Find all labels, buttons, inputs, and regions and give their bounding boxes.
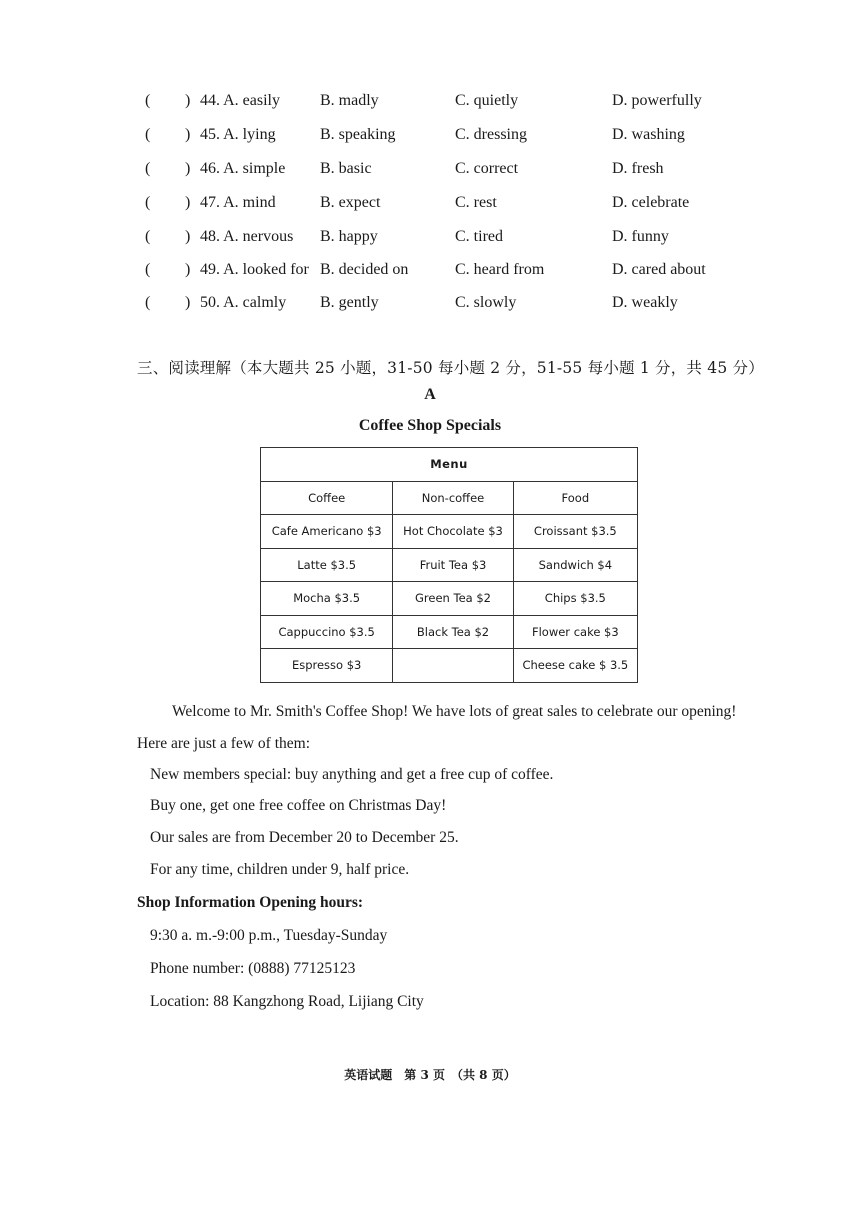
menu-heading-row	[261, 448, 638, 482]
option-b: B. expect	[320, 194, 381, 211]
option-d: D. washing	[612, 126, 685, 143]
menu-table	[260, 447, 638, 683]
answer-paren-close: )	[185, 92, 191, 109]
column-header-non-coffee: Non-coffee	[393, 481, 513, 515]
answer-paren-close: )	[185, 261, 191, 278]
choice-row-47	[0, 194, 860, 224]
question-number-option-a	[200, 126, 276, 144]
menu-cell: Cheese cake $ 3.5	[513, 649, 637, 683]
option-b: B. decided on	[320, 261, 409, 278]
option-d: D. cared about	[612, 261, 706, 278]
answer-paren-open: (	[145, 126, 151, 143]
option-a: A. easily	[223, 92, 280, 109]
answer-paren-open: (	[145, 261, 151, 278]
choice-row-50	[0, 294, 860, 324]
answer-paren-close: )	[185, 126, 191, 143]
question-number: 47.	[200, 194, 220, 211]
menu-heading: Menu	[261, 448, 638, 482]
option-d: D. powerfully	[612, 92, 702, 109]
sale-item: Buy one, get one free coffee on Christmas Day!	[150, 797, 447, 814]
question-number-option-a	[200, 228, 293, 246]
menu-cell: Latte $3.5	[261, 548, 393, 582]
question-number-option-a	[200, 294, 286, 312]
choice-row-45	[0, 126, 860, 156]
menu-cell: Flower cake $3	[513, 615, 637, 649]
option-b: B. gently	[320, 294, 379, 311]
option-a: A. nervous	[223, 228, 294, 245]
sale-item: Our sales are from December 20 to December 25.	[150, 829, 459, 846]
option-c: C. slowly	[455, 294, 517, 311]
location: Location: 88 Kangzhong Road, Lijiang City	[150, 993, 424, 1010]
answer-paren-open: (	[145, 194, 151, 211]
choice-row-46	[0, 160, 860, 190]
answer-paren-close: )	[185, 228, 191, 245]
menu-cell: Sandwich $4	[513, 548, 637, 582]
answer-paren-open: (	[145, 294, 151, 311]
option-b: B. basic	[320, 160, 372, 177]
option-d: D. fresh	[612, 160, 664, 177]
question-number: 50.	[200, 294, 220, 311]
menu-row	[261, 615, 638, 649]
shop-info-heading: Shop Information Opening hours:	[137, 894, 364, 911]
option-a: A. calmly	[223, 294, 287, 311]
question-number-option-a	[200, 194, 276, 212]
question-number-option-a	[200, 92, 280, 110]
welcome-line-1: Welcome to Mr. Smith's Coffee Shop! We have lots of great sales to celebrate our opening!	[172, 703, 737, 720]
menu-cell: Chips $3.5	[513, 582, 637, 616]
sale-item: New members special: buy anything and get a free cup of coffee.	[150, 766, 554, 783]
section-title: 三、阅读理解（本大题共 25 小题，31-50 每小题 2 分，51-55 每小题 1 分，共 45 分）	[137, 359, 764, 377]
menu-row	[261, 548, 638, 582]
question-number-option-a	[200, 261, 309, 279]
answer-paren-open: (	[145, 160, 151, 177]
sale-item: For any time, children under 9, half price.	[150, 861, 410, 878]
menu-cell: Black Tea $2	[393, 615, 513, 649]
option-d: D. celebrate	[612, 194, 690, 211]
opening-hours: 9:30 a. m.-9:00 p.m., Tuesday-Sunday	[150, 927, 388, 944]
option-c: C. heard from	[455, 261, 545, 278]
answer-paren-open: (	[145, 228, 151, 245]
answer-paren-open: (	[145, 92, 151, 109]
option-b: B. madly	[320, 92, 379, 109]
option-a: A. looked for	[223, 261, 309, 278]
option-c: C. quietly	[455, 92, 519, 109]
passage-title: Coffee Shop Specials	[358, 417, 502, 434]
column-header-coffee: Coffee	[261, 481, 393, 515]
option-b: B. speaking	[320, 126, 396, 143]
option-d: D. funny	[612, 228, 669, 245]
option-d: D. weakly	[612, 294, 678, 311]
option-c: C. dressing	[455, 126, 527, 143]
choice-row-44	[0, 92, 860, 122]
question-number: 48.	[200, 228, 220, 245]
menu-columns-row	[261, 481, 638, 515]
option-c: C. tired	[455, 228, 503, 245]
phone-number: Phone number: (0888) 77125123	[150, 960, 356, 977]
question-number: 44.	[200, 92, 220, 109]
option-c: C. rest	[455, 194, 497, 211]
question-number: 45.	[200, 126, 220, 143]
passage-label: A	[424, 386, 436, 403]
menu-cell: Cappuccino $3.5	[261, 615, 393, 649]
option-a: A. mind	[223, 194, 276, 211]
menu-cell: Hot Chocolate $3	[393, 515, 513, 549]
column-header-food: Food	[513, 481, 637, 515]
answer-paren-close: )	[185, 194, 191, 211]
menu-row	[261, 649, 638, 683]
option-b: B. happy	[320, 228, 378, 245]
page-footer: 英语试题 第 3 页 （共 8 页）	[344, 1068, 516, 1082]
option-c: C. correct	[455, 160, 519, 177]
menu-cell: Croissant $3.5	[513, 515, 637, 549]
option-a: A. lying	[223, 126, 276, 143]
question-number-option-a	[200, 160, 285, 178]
question-number: 49.	[200, 261, 220, 278]
question-number: 46.	[200, 160, 220, 177]
welcome-line-2: Here are just a few of them:	[137, 735, 311, 752]
menu-cell: Espresso $3	[261, 649, 393, 683]
option-a: A. simple	[223, 160, 286, 177]
menu-cell: Green Tea $2	[393, 582, 513, 616]
menu-cell: Fruit Tea $3	[393, 548, 513, 582]
menu-cell: Cafe Americano $3	[261, 515, 393, 549]
menu-row	[261, 582, 638, 616]
choice-row-48	[0, 228, 860, 258]
menu-cell	[393, 649, 513, 683]
menu-cell: Mocha $3.5	[261, 582, 393, 616]
answer-paren-close: )	[185, 160, 191, 177]
choice-row-49	[0, 261, 860, 291]
menu-row	[261, 515, 638, 549]
answer-paren-close: )	[185, 294, 191, 311]
